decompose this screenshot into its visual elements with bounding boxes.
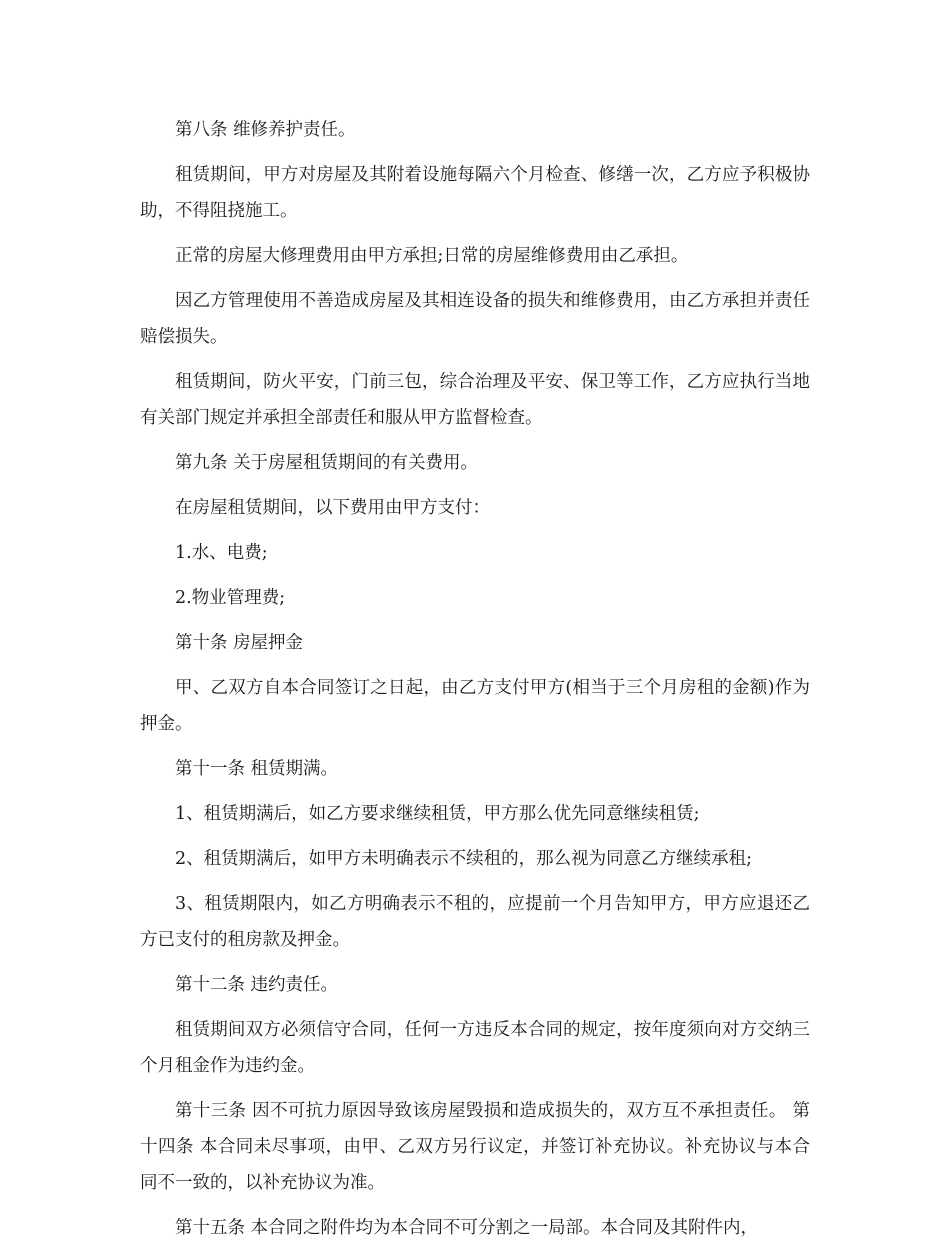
paragraph: 租赁期间，甲方对房屋及其附着设施每隔六个月检查、修缮一次，乙方应予积极协助，不得阻挠施工。 [140, 165, 810, 221]
paragraph: 在房屋租赁期间，以下费用由甲方支付： [175, 498, 490, 518]
article-9-heading: 第九条 关于房屋租赁期间的有关费用。 [175, 453, 479, 473]
article-8-heading: 第八条 维修养护责任。 [175, 120, 356, 140]
article-13-14-paragraph: 第十三条 因不可抗力原因导致该房屋毁损和造成损失的，双方互不承担责任。 第十四条 本合同未尽事项，由甲、乙双方另行议定，并签订补充协议。补充协议与本合同不一致的，以补充协议为准。 [140, 1101, 810, 1193]
article-11-heading: 第十一条 租赁期满。 [175, 759, 339, 779]
list-item: 1.水、电费; [175, 543, 268, 563]
paragraph: 甲、乙双方自本合同签订之日起，由乙方支付甲方(相当于三个月房租的金额)作为押金。 [140, 678, 810, 734]
list-item: 2、租赁期满后，如甲方未明确表示不续租的，那么视为同意乙方继续承租; [175, 849, 753, 869]
paragraph: 因乙方管理使用不善造成房屋及其相连设备的损失和维修费用，由乙方承担并责任赔偿损失。 [140, 291, 810, 347]
list-item: 2.物业管理费; [175, 588, 286, 608]
article-10-heading: 第十条 房屋押金 [175, 633, 304, 653]
list-item: 3、租赁期限内，如乙方明确表示不租的，应提前一个月告知甲方，甲方应退还乙方已支付的租房款及押金。 [140, 894, 810, 950]
paragraph: 租赁期间，防火平安，门前三包，综合治理及平安、保卫等工作，乙方应执行当地有关部门规定并承担全部责任和服从甲方监督检查。 [140, 372, 810, 428]
paragraph: 正常的房屋大修理费用由甲方承担;日常的房屋维修费用由乙承担。 [175, 246, 689, 266]
paragraph: 租赁期间双方必须信守合同，任何一方违反本合同的规定，按年度须向对方交纳三个月租金作为违约金。 [140, 1020, 810, 1076]
list-item: 1、租赁期满后，如乙方要求继续租赁，甲方那么优先同意继续租赁; [175, 804, 700, 824]
article-12-heading: 第十二条 违约责任。 [175, 975, 339, 995]
document-body [140, 112, 810, 1246]
article-15-paragraph: 第十五条 本合同之附件均为本合同不可分割之一局部。本合同及其附件内， [175, 1218, 759, 1238]
